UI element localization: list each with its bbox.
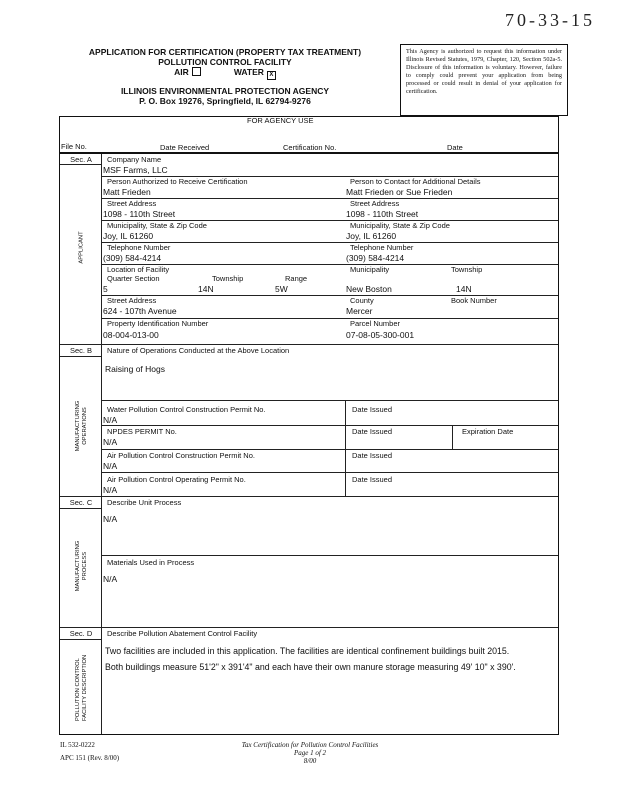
sec-c-side-label (75, 538, 89, 594)
air-checkbox[interactable] (192, 67, 201, 76)
contact-street-value[interactable]: 1098 - 110th Street (346, 209, 419, 219)
facility-street-label: Street Address (107, 296, 157, 305)
sec-c-d-divider (60, 627, 558, 628)
air-construction-value[interactable]: N/A (103, 461, 118, 471)
form-revision: APC 151 (Rev. 8/00) (60, 754, 120, 762)
contact-municipality-value[interactable]: Joy, IL 61260 (346, 231, 397, 241)
nature-label: Nature of Operations Conducted at the Above Location (107, 346, 290, 355)
quarter-section-label: Quarter Section (107, 274, 160, 283)
air-label: AIR (174, 67, 189, 77)
footer-page: Page 1 of 2 (293, 749, 327, 757)
row-line-b4 (101, 472, 558, 473)
npdes-date-label: Date Issued (352, 427, 393, 436)
form-body (59, 153, 559, 735)
municipality-state-value[interactable]: Joy, IL 61260 (103, 231, 154, 241)
cert-no-label: Certification No. (283, 143, 337, 152)
street-label: Street Address (107, 199, 157, 208)
privacy-notice: This Agency is authorized to request this information under Illinois Revised Statutes, 1979, Chapter, 120, Section 502a-5. Disclosure of this information is voluntary. However, failure to comply could prevent your application from being processed or could result in denial of your application for certification. (400, 44, 568, 116)
agency-name: ILLINOIS ENVIRONMENTAL PROTECTION AGENCY (120, 86, 330, 96)
npdes-value[interactable]: N/A (103, 437, 118, 447)
county-label: County (350, 296, 374, 305)
phone-label: Telephone Number (107, 243, 171, 252)
sec-c-label-rule (60, 508, 101, 509)
npdes-expiration-label: Expiration Date (462, 427, 514, 436)
sec-b-side-label (75, 398, 89, 454)
water-label: WATER (233, 67, 264, 77)
form-subtitle: POLLUTION CONTROL FACILITY (158, 57, 292, 67)
quarter-section-value[interactable]: 5 (103, 284, 108, 294)
municipality-state-label: Municipality, State & Zip Code (107, 221, 207, 230)
row-line-c1 (101, 555, 558, 556)
sec-d-label: Sec. D (69, 629, 93, 638)
date-received-label: Date Received (160, 143, 210, 152)
auth-person-value[interactable]: Matt Frieden (103, 187, 151, 197)
range-label: Range (285, 274, 308, 283)
footer-date: 8/00 (303, 757, 317, 765)
sec-b-label: Sec. B (69, 346, 93, 355)
air-operating-value[interactable]: N/A (103, 485, 118, 495)
air-construction-label: Air Pollution Control Construction Permit No. (107, 451, 255, 460)
form-title: APPLICATION FOR CERTIFICATION (PROPERTY TAX TREATMENT) (88, 47, 362, 57)
sec-c-side-line2: PROCESS (82, 551, 88, 581)
facility-street-value[interactable]: 624 - 107th Avenue (103, 306, 177, 316)
nature-value[interactable]: Raising of Hogs (105, 364, 166, 374)
contact-municipality-label: Municipality, State & Zip Code (350, 221, 450, 230)
sec-d-side-label (75, 654, 89, 721)
abatement-desc-line2[interactable]: Both buildings measure 51'2" x 391'4" and each have their own manure storage measuring 49' 10" x 390'. (105, 662, 516, 672)
row-line-b3 (101, 449, 558, 450)
permit-date-divider (345, 400, 346, 496)
sec-b-label-rule (60, 356, 101, 357)
npdes-exp-divider (452, 425, 453, 449)
form-number: IL 532-0222 (60, 741, 95, 749)
parcel-value[interactable]: 07-08-05-300-001 (346, 330, 415, 340)
abatement-desc-line1[interactable]: Two facilities are included in this application. The facilities are identical confinement buildings built 2015. (105, 646, 510, 656)
sec-a-label: Sec. A (70, 155, 92, 164)
county-value[interactable]: Mercer (346, 306, 373, 316)
book-number-label: Book Number (451, 296, 497, 305)
auth-person-label: Person Authorized to Receive Certification (107, 177, 248, 186)
contact-street-label: Street Address (350, 199, 400, 208)
unit-process-label: Describe Unit Process (107, 498, 182, 507)
township-value[interactable]: 14N (198, 284, 214, 294)
water-permit-date-label: Date Issued (352, 405, 393, 414)
row-line-b2 (101, 425, 558, 426)
facility-municipality-value[interactable]: New Boston (346, 284, 392, 294)
section-column-divider (101, 154, 102, 734)
row-line-2 (101, 198, 558, 199)
agency-address: P. O. Box 19276, Springfield, IL 62794-9276 (139, 96, 311, 106)
air-water-line (60, 67, 390, 80)
facility-township-label: Township (451, 265, 483, 274)
materials-label: Materials Used in Process (107, 558, 195, 567)
air-construction-date-label: Date Issued (352, 451, 393, 460)
agency-use-title: FOR AGENCY USE (247, 116, 314, 125)
sec-b-side-line1: MANUFACTURING (75, 400, 81, 452)
sec-c-side-line1: MANUFACTURING (75, 540, 81, 592)
sec-b-c-divider (60, 496, 558, 497)
footer-center (200, 741, 420, 765)
range-value[interactable]: 5W (275, 284, 288, 294)
date-label: Date (447, 143, 463, 152)
facility-municipality-label: Municipality (350, 265, 390, 274)
water-permit-label: Water Pollution Control Construction Permit No. (107, 405, 266, 414)
phone-value[interactable]: (309) 584-4214 (103, 253, 162, 263)
sec-d-label-rule (60, 639, 101, 640)
materials-value[interactable]: N/A (103, 574, 118, 584)
form-header (60, 47, 390, 106)
footer-title: Tax Certification for Pollution Control Facilities (241, 741, 379, 749)
pin-value[interactable]: 08-004-013-00 (103, 330, 159, 340)
contact-person-value[interactable]: Matt Frieden or Sue Frieden (346, 187, 453, 197)
abatement-label: Describe Pollution Abatement Control Facility (107, 629, 258, 638)
parcel-label: Parcel Number (350, 319, 401, 328)
sec-a-label-rule (60, 164, 101, 165)
water-permit-value[interactable]: N/A (103, 415, 118, 425)
npdes-label: NPDES PERMIT No. (107, 427, 177, 436)
company-name-value[interactable]: MSF Farms, LLC (103, 165, 168, 175)
row-line-5 (101, 264, 558, 265)
row-line-b1 (101, 400, 558, 401)
pin-label: Property Identification Number (107, 319, 209, 328)
location-label: Location of Facility (107, 265, 170, 274)
contact-phone-value[interactable]: (309) 584-4214 (346, 253, 405, 263)
sec-b-side-line2: OPERATIONS (82, 407, 88, 445)
contact-phone-label: Telephone Number (350, 243, 414, 252)
township-label: Township (212, 274, 244, 283)
water-checkbox[interactable]: X (267, 71, 276, 80)
air-operating-date-label: Date Issued (352, 475, 393, 484)
unit-process-value[interactable]: N/A (103, 514, 118, 524)
air-operating-label: Air Pollution Control Operating Permit No. (107, 475, 246, 484)
agency-use-block (59, 116, 559, 153)
handwritten-number: 70-33-15 (505, 10, 595, 30)
sec-a-b-divider (60, 344, 558, 345)
sec-a-side-label: APPLICANT (78, 231, 85, 264)
sec-d-side-line1: POLLUTION CONTROL (75, 658, 81, 721)
file-no-label: File No. (61, 142, 87, 151)
facility-township-value[interactable]: 14N (456, 284, 472, 294)
sec-d-side-line2: FACILITY DESCRIPTION (82, 654, 88, 721)
sec-c-label: Sec. C (69, 498, 93, 507)
street-value[interactable]: 1098 - 110th Street (103, 209, 176, 219)
company-name-label: Company Name (107, 155, 162, 164)
contact-person-label: Person to Contact for Additional Details (350, 177, 481, 186)
